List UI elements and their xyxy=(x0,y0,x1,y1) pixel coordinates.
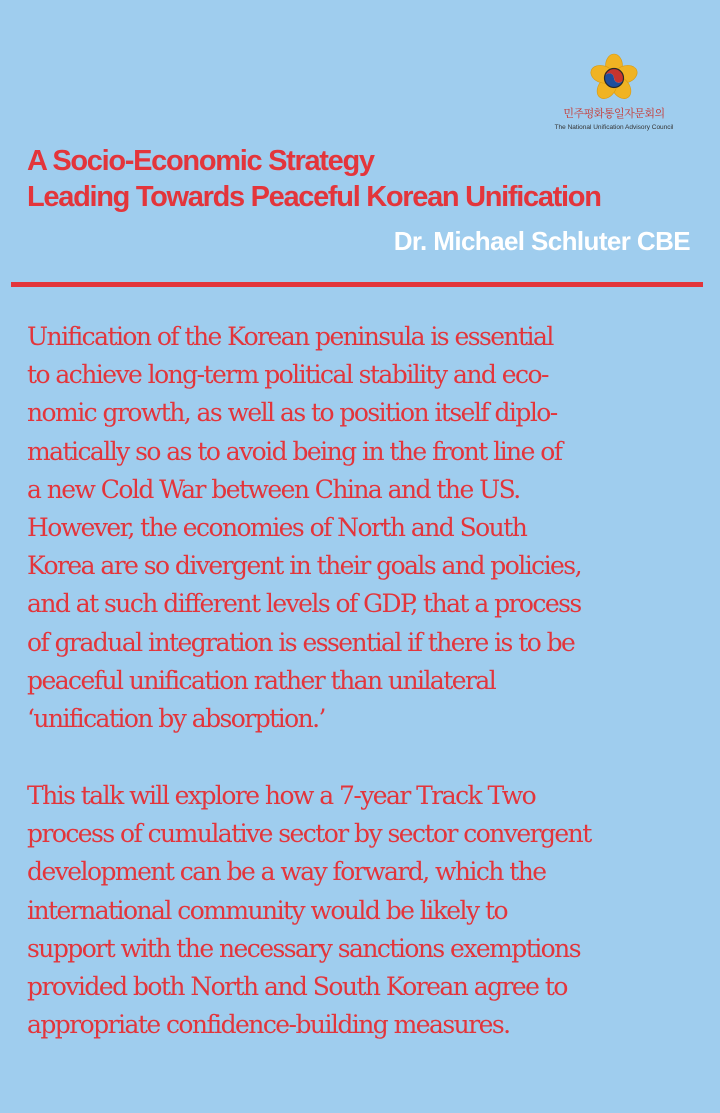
logo-korean-name: 민주평화통일자문회의 xyxy=(563,107,665,120)
council-logo xyxy=(552,52,676,136)
text-line: Korea are so divergent in their goals and policies, xyxy=(27,551,581,581)
text-line: a new Cold War between China and the US. xyxy=(27,474,520,504)
text-line: of gradual integration is essential if there is to be xyxy=(27,627,575,657)
divider-line xyxy=(11,282,703,287)
title-line: A Socio-Economic Strategy xyxy=(27,145,374,177)
text-line: development can be a way forward, which the xyxy=(27,857,546,887)
speaker-name: Dr. Michael Schluter CBE xyxy=(393,226,690,256)
event-title xyxy=(27,143,601,215)
text-line: Unification of the Korean peninsula is essential xyxy=(27,322,553,351)
text-line: international community would be likely to xyxy=(27,895,507,925)
text-line: appropriate confidence-building measures. xyxy=(27,1010,510,1040)
text-line: support with the necessary sanctions exemptions xyxy=(27,933,580,963)
logo-english-name: The National Unification Advisory Council xyxy=(554,124,674,131)
text-line: to achieve long-term political stability and eco- xyxy=(27,360,548,390)
text-line: peaceful unification rather than unilateral xyxy=(27,665,496,695)
text-line: and at such different levels of GDP, that a process xyxy=(27,589,581,619)
description-paragraph-2 xyxy=(27,777,717,1044)
description-paragraph-1 xyxy=(27,318,717,738)
text-line: process of cumulative sector by sector convergent xyxy=(27,819,591,849)
text-line: However, the economies of North and South xyxy=(27,513,527,543)
text-line: ‘unification by absorption.’ xyxy=(27,704,325,734)
text-line: matically so as to avoid being in the front line of xyxy=(27,436,562,466)
text-line: This talk will explore how a 7-year Track Two xyxy=(27,781,536,810)
title-line: Leading Towards Peaceful Korean Unification xyxy=(27,181,601,213)
text-line: provided both North and South Korean agree to xyxy=(27,972,567,1002)
text-line: nomic growth, as well as to position itself diplo- xyxy=(27,398,557,428)
emblem-icon xyxy=(588,52,640,104)
